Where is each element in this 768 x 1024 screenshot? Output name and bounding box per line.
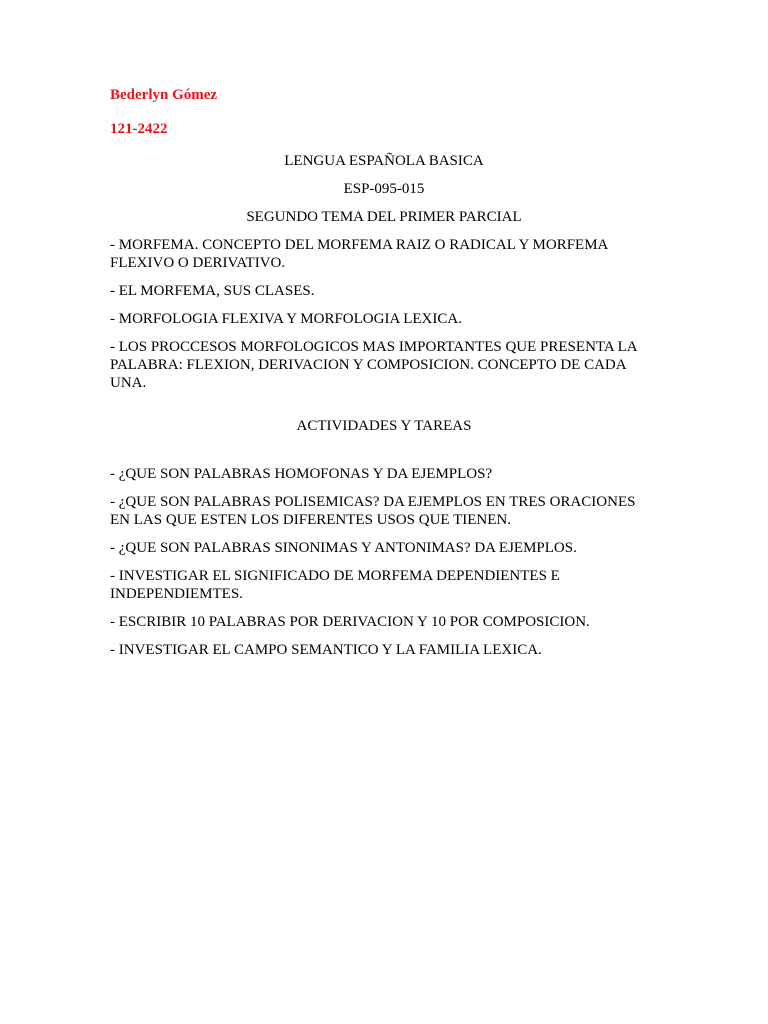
list-item: - ESCRIBIR 10 PALABRAS POR DERIVACION Y 10 POR COMPOSICION. [110, 614, 590, 630]
activities-heading: ACTIVIDADES Y TAREAS [296, 418, 472, 434]
student-id: 121-2422 [110, 121, 168, 137]
topic-list [110, 236, 658, 392]
list-item: - MORFEMA. CONCEPTO DEL MORFEMA RAIZ O RADICAL Y MORFEMA FLEXIVO O DERIVATIVO. [110, 237, 608, 271]
list-item: - ¿QUE SON PALABRAS HOMOFONAS Y DA EJEMPLOS? [110, 466, 493, 482]
topic-heading: SEGUNDO TEMA DEL PRIMER PARCIAL [246, 209, 522, 225]
list-item: - MORFOLOGIA FLEXIVA Y MORFOLOGIA LEXICA. [110, 311, 462, 327]
task-list [110, 465, 658, 659]
list-item: - INVESTIGAR EL SIGNIFICADO DE MORFEMA DEPENDIENTES E INDEPENDIEMTES. [110, 568, 560, 602]
list-item: - INVESTIGAR EL CAMPO SEMANTICO Y LA FAMILIA LEXICA. [110, 642, 542, 658]
course-title: LENGUA ESPAÑOLA BASICA [284, 153, 484, 169]
list-item: - ¿QUE SON PALABRAS SINONIMAS Y ANTONIMAS? DA EJEMPLOS. [110, 540, 577, 556]
list-item: - LOS PROCCESOS MORFOLOGICOS MAS IMPORTANTES QUE PRESENTA LA PALABRA: FLEXION, DERIVACION Y COMPOSICION. CONCEPTO DE CADA UNA. [110, 339, 637, 391]
list-item: - ¿QUE SON PALABRAS POLISEMICAS? DA EJEMPLOS EN TRES ORACIONES EN LAS QUE ESTEN LOS DIFERENTES USOS QUE TIENEN. [110, 494, 636, 528]
course-code: ESP-095-015 [343, 181, 425, 197]
list-item: - EL MORFEMA, SUS CLASES. [110, 283, 315, 299]
author-name: Bederlyn Gómez [110, 87, 218, 103]
